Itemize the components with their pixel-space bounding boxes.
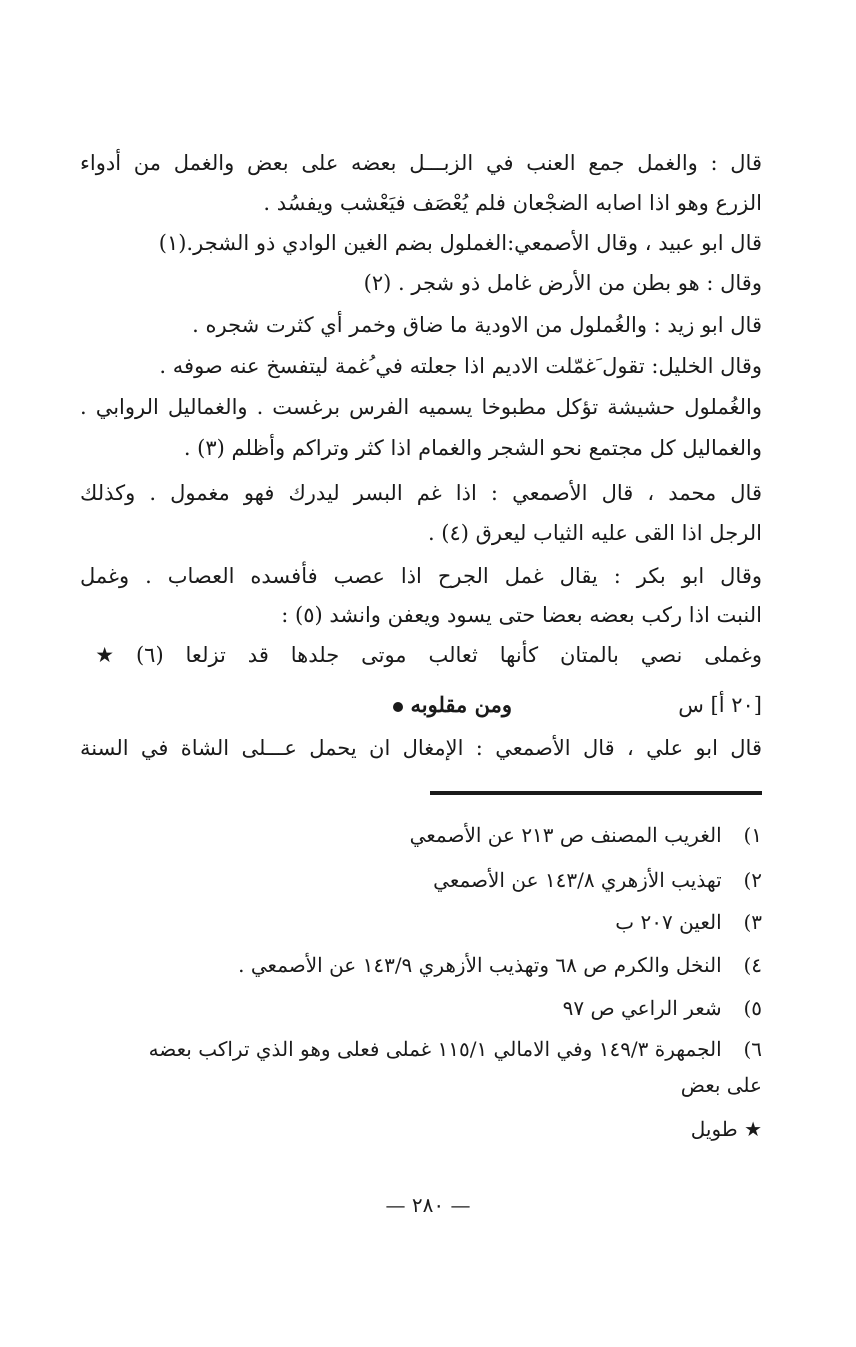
footnote-text: شعر الراعي ص ٩٧	[562, 996, 722, 1020]
section-heading-row	[80, 685, 762, 725]
section-heading	[393, 685, 512, 725]
verse-line: وغملى نصي بالمتان كأنها ثعالب موتى جلدها قد تزلعا (٦) ★	[80, 643, 762, 667]
text-line: الزرع وهو اذا اصابه الضجْعان فلم يُعْصَف فيَعْشب ويفسُد .	[263, 191, 762, 215]
footnote-text: النخل والكرم ص ٦٨ وتهذيب الأزهري ١٤٣/٩ عن الأصمعي .	[238, 953, 722, 977]
text-line: قال : والغمل جمع العنب في الزبـــل بعضه على بعض والغمل من أدواء	[80, 151, 762, 175]
text-line: وقال : هو بطن من الأرض غامل ذو شجر . (٢)	[363, 271, 762, 295]
folio-marker: [٢٠ أ] س	[678, 693, 762, 717]
meter-note: ★ طويل	[690, 1117, 762, 1141]
footnote-number: ٥)	[743, 996, 762, 1020]
footnote-item	[563, 991, 762, 1025]
footnote-text: تهذيب الأزهري ١٤٣/٨ عن الأصمعي	[433, 868, 722, 892]
text-line: الرجل اذا القى عليه الثياب ليعرق (٤) .	[427, 521, 762, 545]
footnote-continuation: على بعض	[680, 1073, 762, 1097]
footnote-text: الجمهرة ١٤٩/٣ وفي الامالي ١١٥/١ غملى فعلى وهو الذي تراكب بعضه	[148, 1037, 722, 1061]
footnote-number: ٣)	[743, 910, 762, 934]
footnote-item	[433, 863, 762, 897]
text-line: وقال ابو بكر : يقال غمل الجرح اذا عصب فأفسده العصاب . وغمل	[80, 564, 762, 588]
text-line: قال ابو عبيد ، وقال الأصمعي:الغملول بضم الغين الوادي ذو الشجر.(١)	[158, 231, 762, 255]
section-heading-text: ومن مقلوبه	[410, 692, 512, 717]
footnote-number: ٤)	[743, 953, 762, 977]
footnote-item	[149, 1032, 762, 1066]
text-line: وقال الخليل: تقول َغمّلت الاديم اذا جعلته في ُغمة ليتفسخ عنه صوفه .	[159, 354, 762, 378]
footnote-item	[615, 905, 762, 939]
footnote-number: ٢)	[743, 868, 762, 892]
text-line: والغماليل كل مجتمع نحو الشجر والغمام اذا كثر وتراكم وأظلم (٣) .	[183, 436, 762, 460]
footnote-item	[410, 818, 762, 852]
page-number: — ٢٨٠ —	[385, 1193, 471, 1217]
footnote-item	[238, 948, 762, 982]
text-line: قال ابو زيد : والغُملول من الاودية ما ضاق وخمر أي كثرت شجره .	[192, 313, 762, 337]
text-line: قال ابو علي ، قال الأصمعي : الإمغال ان يحمل عـــلى الشاة في السنة	[80, 736, 762, 760]
text-line: والغُملول حشيشة تؤكل مطبوخا يسميه الفرس برغست . والغماليل الروابي .	[80, 395, 762, 419]
footnote-text: العين ٢٠٧ ب	[615, 910, 722, 934]
footnote-number: ١)	[743, 823, 762, 847]
text-line: النبت اذا ركب بعضه بعضا حتى يسود ويعفن وانشد (٥) :	[281, 603, 762, 627]
text-line: قال محمد ، قال الأصمعي : اذا غم البسر ليدرك فهو مغمول . وكذلك	[80, 481, 762, 505]
footnote-text: الغريب المصنف ص ٢١٣ عن الأصمعي	[409, 823, 722, 847]
footnote-divider	[430, 791, 762, 795]
footnote-number: ٦)	[743, 1037, 762, 1061]
bullet-icon	[393, 702, 403, 712]
